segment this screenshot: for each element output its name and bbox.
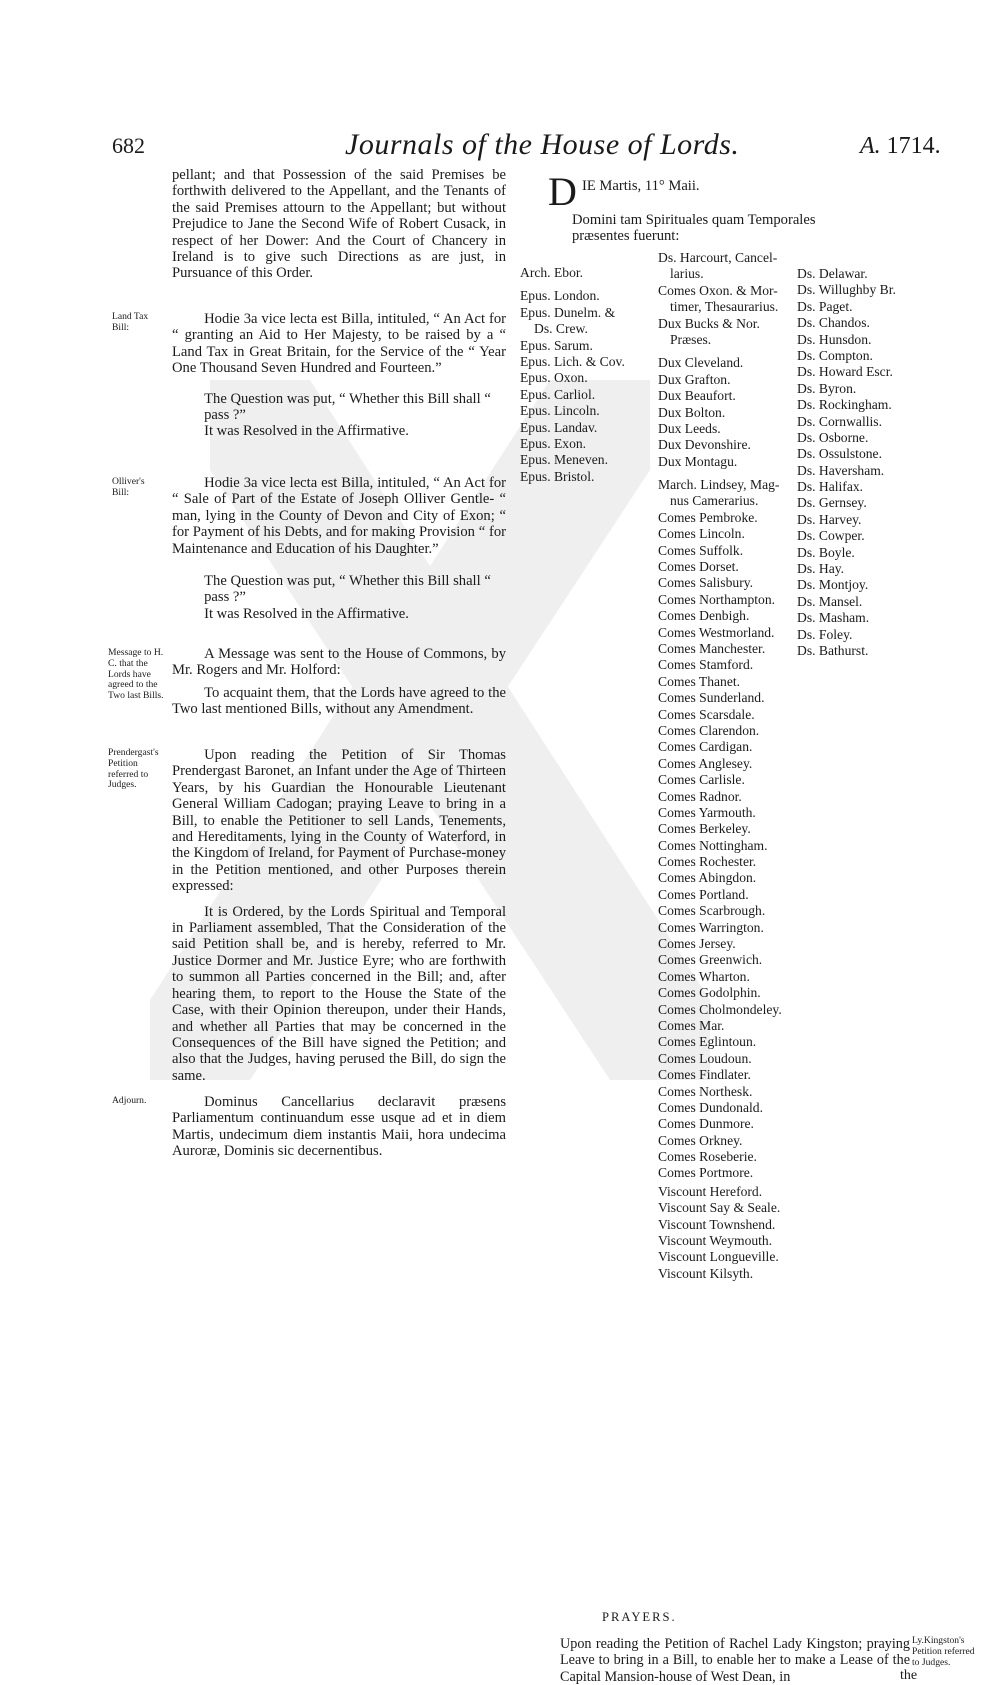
list-item: Comes Denbigh. (658, 608, 750, 624)
list-item: Comes Eglintoun. (658, 1034, 757, 1050)
officers-list (658, 250, 782, 1282)
catchword: the (900, 1668, 918, 1683)
barons-list (797, 266, 896, 659)
list-item: Ds. Bathurst. (797, 642, 869, 658)
list-item: Comes Yarmouth. (658, 804, 756, 820)
list-item: Epus. Dunelm. & (520, 304, 616, 320)
list-item: Comes Dunmore. (658, 1116, 754, 1132)
list-item: Ds. Willughby Br. (797, 282, 896, 298)
message-text: A Message was sent to the House of Commons, by Mr. Rogers and Mr. Holford: (172, 646, 506, 679)
sitting-date: IE Martis, 11° Maii. (582, 178, 700, 194)
list-item: Comes Salisbury. (658, 575, 754, 591)
list-item: Dux Bolton. (658, 404, 726, 420)
list-item: Comes Dundonald. (658, 1099, 763, 1115)
list-item: Comes Northesk. (658, 1083, 753, 1099)
list-item: Ds. Crew. (534, 321, 588, 337)
list-item: Epus. Oxon. (520, 370, 588, 386)
list-item: Dux Leeds. (658, 420, 721, 436)
adjourn-text: Dominus Cancellarius declaravit præsens Parliamentum continuandum esse usque ad et in diem Martis, undecimum diem instantis Maii, hora undecima Auroræ, Dominis sic decernentibus. (172, 1094, 506, 1160)
margin-note-message: Message to H. C. that the Lords have agreed to the Two last Bills. (108, 647, 164, 702)
list-item: Comes Berkeley. (658, 821, 751, 837)
list-item: Viscount Hereford. (658, 1183, 763, 1199)
list-item: Comes Lincoln. (658, 526, 745, 542)
list-item: Comes Westmorland. (658, 624, 775, 640)
land-tax-resolved: It was Resolved in the Affirmative. (204, 423, 409, 440)
list-item: Præses. (670, 331, 712, 347)
land-tax-bill-section (172, 311, 506, 440)
list-item: Ds. Ossulstone. (797, 446, 882, 462)
list-item: Comes Rochester. (658, 854, 757, 870)
list-item: Ds. Hunsdon. (797, 331, 872, 347)
list-item: Ds. Chandos. (797, 315, 870, 331)
list-item: Ds. Mansel. (797, 593, 863, 609)
list-item: Comes Loudoun. (658, 1050, 752, 1066)
list-item: Comes Cholmondeley. (658, 1001, 782, 1017)
list-item: Ds. Haversham. (797, 462, 885, 478)
list-item: Ds. Cornwallis. (797, 413, 882, 429)
list-item: Comes Mar. (658, 1017, 725, 1033)
list-item: Comes Abingdon. (658, 870, 757, 886)
list-item: Epus. Exon. (520, 435, 587, 451)
list-item: Dux Montagu. (658, 453, 738, 469)
list-item: Viscount Longueville. (658, 1249, 779, 1265)
list-item: Dux Grafton. (658, 371, 731, 387)
list-item: Comes Greenwich. (658, 952, 763, 968)
margin-note-adjourn: Adjourn. (112, 1095, 147, 1106)
list-item: Comes Roseberie. (658, 1149, 757, 1165)
list-item: Comes Portmore. (658, 1165, 754, 1181)
list-item: Ds. Montjoy. (797, 577, 869, 593)
list-item: March. Lindsey, Mag- (658, 477, 780, 493)
message-acquaint: To acquaint them, that the Lords have agreed to the Two last mentioned Bills, without any Amendment. (172, 684, 506, 718)
land-tax-question: The Question was put, “ Whether this Bill shall “ pass ?” (204, 390, 491, 424)
list-item: Ds. Byron. (797, 380, 857, 396)
drop-cap: D (548, 169, 577, 214)
list-item: Comes Northampton. (658, 591, 776, 607)
prayers-heading: PRAYERS. (602, 1610, 677, 1624)
list-item: Epus. Meneven. (520, 452, 608, 468)
list-item: Comes Cardigan. (658, 739, 753, 755)
list-item: Ds. Harcourt, Cancel- (658, 250, 778, 265)
page-title: Journals of the House of Lords. (345, 128, 740, 161)
list-item: Dux Bucks & Nor. (658, 315, 760, 331)
list-item: Comes Anglesey. (658, 755, 753, 771)
list-item: Comes Clarendon. (658, 722, 760, 738)
list-item: Ds. Halifax. (797, 479, 864, 495)
list-item: Dux Devonshire. (658, 437, 751, 453)
margin-note-olliver: Olliver's Bill: (112, 476, 145, 498)
list-item: nus Camerarius. (670, 493, 759, 509)
page-number: 682 (112, 133, 145, 158)
list-item: Comes Scarsdale. (658, 706, 755, 722)
list-item: Epus. Lincoln. (520, 403, 600, 419)
list-item: Epus. Carliol. (520, 386, 596, 402)
list-item: Comes Manchester. (658, 640, 766, 656)
margin-note-kingston: Ly.Kingston's Petition referred to Judges. (912, 1635, 975, 1668)
kingston-petition: Upon reading the Petition of Rachel Lady Kingston; praying Leave to bring in a Bill, to enable her to make a Lease of the Capital Mansion-house of West Dean, in (560, 1636, 910, 1685)
list-item: Comes Godolphin. (658, 985, 761, 1001)
list-item: Comes Stamford. (658, 657, 754, 673)
list-item: timer, Thesaurarius. (670, 299, 779, 315)
olliver-question: The Question was put, “ Whether this Bill shall “ pass ?” (204, 573, 491, 606)
list-item: Comes Sunderland. (658, 690, 765, 706)
list-item: Ds. Foley. (797, 626, 853, 642)
list-item: Comes Pembroke. (658, 509, 758, 525)
land-tax-reading: Hodie 3a vice lecta est Billa, intituled, “ An Act for “ granting an Aid to Her Majesty, to be raised by a “ Land Tax in Great Britain, for the Service of the “ Year One Thousand Seven Hundred and Fourteen.” (172, 311, 506, 377)
margin-note-prendergast: Prendergast's Petition referred to Judges. (108, 747, 159, 791)
list-item: Ds. Paget. (797, 298, 853, 314)
list-item: Comes Carlisle. (658, 772, 745, 788)
list-item: Comes Radnor. (658, 788, 742, 804)
list-item: Epus. London. (520, 288, 600, 304)
list-item: Comes Scarbrough. (658, 903, 766, 919)
list-item: Ds. Harvey. (797, 511, 862, 527)
list-item: Ds. Cowper. (797, 528, 865, 544)
list-item: Ds. Rockingham. (797, 397, 892, 413)
prendergast-section (172, 747, 506, 1084)
list-item: Dux Cleveland. (658, 355, 744, 371)
list-item: Comes Thanet. (658, 673, 741, 689)
margin-note-land-tax: Land Tax Bill: (112, 311, 149, 333)
list-item: Epus. Sarum. (520, 337, 593, 353)
list-item: Viscount Townshend. (658, 1216, 776, 1232)
list-item: Comes Suffolk. (658, 542, 744, 558)
list-item: Epus. Lich. & Cov. (520, 353, 625, 369)
list-item: Viscount Weymouth. (658, 1233, 773, 1249)
list-item: Ds. Gernsey. (797, 495, 867, 511)
list-item: Comes Oxon. & Mor- (658, 282, 778, 298)
list-item: Ds. Masham. (797, 610, 870, 626)
prendergast-order: It is Ordered, by the Lords Spiritual and Temporal in Parliament assembled, That the Consideration of the said Petition shall be, and is hereby, referred to Mr. Justice Dormer and Mr. Justice Eyre; who are forthwith to summon all Parties concerned in the Bill; and, after hearing them, to report to the House the State of the Case, with their Opinion thereupon, under their Hands, and whether all Parties that may be concerned in the Consequences of the Bill have signed the Petition; and also that the Judges, having perused the Bill, do sign the same. (172, 903, 506, 1084)
list-item: Epus. Bristol. (520, 468, 595, 484)
list-item: Viscount Kilsyth. (658, 1265, 754, 1281)
adjourn-section (172, 1094, 506, 1160)
list-item: Comes Portland. (658, 886, 749, 902)
prendergast-petition: Upon reading the Petition of Sir Thomas Prendergast Baronet, an Infant under the Age of Thirteen Years, by his Guardian the Honourable Lieutenant General William Cadogan; praying Leave to bring in a Bill, to enable the Petitioner to sell Lands, Tenements, and Hereditaments, lying in the County of Waterford, in the Kingdom of Ireland, for Payment of Purchase-money in the Petition mentioned, and other Purposes therein expressed: (172, 747, 506, 895)
list-item: Ds. Howard Escr. (797, 364, 893, 380)
olliver-bill-section (172, 475, 506, 622)
page-year: A. 1714. (860, 133, 941, 159)
attendance-heading: Domini tam Spirituales quam Temporales præsentes fuerunt: (572, 212, 816, 245)
list-item: Ds. Boyle. (797, 544, 855, 560)
list-item: Dux Beaufort. (658, 388, 736, 404)
list-item: Epus. Landav. (520, 419, 598, 435)
olliver-resolved: It was Resolved in the Affirmative. (204, 605, 409, 622)
list-item: Comes Jersey. (658, 936, 736, 952)
list-item: Comes Dorset. (658, 559, 739, 575)
list-item: Ds. Compton. (797, 347, 873, 363)
message-section (172, 646, 506, 718)
list-item: Arch. Ebor. (520, 265, 584, 280)
list-item: Viscount Say & Seale. (658, 1200, 781, 1216)
list-item: Ds. Delawar. (797, 266, 868, 281)
list-item: Comes Orkney. (658, 1132, 743, 1148)
list-item: Comes Findlater. (658, 1067, 751, 1083)
list-item: larius. (670, 266, 704, 282)
bishops-list (520, 265, 625, 485)
olliver-reading: Hodie 3a vice lecta est Billa, intituled, “ An Act for “ Sale of Part of the Estate of Joseph Olliver Gentle- “ man, lying in the County of Devon and City of Exon; “ for Payment of his Debts, and for making Provision “ for Maintenance and Education of his Daughter.” (172, 475, 506, 557)
continuation-paragraph: pellant; and that Possession of the said Premises be forthwith delivered to the Appellant, and the Tenants of the said Premises attourn to the Appellant; but without Prejudice to Jane the Second Wife of Robert Cusack, in respect of her Dower: And the Court of Chancery in Ireland is to give such Directions as are just, in Pursuance of this Order. (172, 167, 506, 282)
list-item: Comes Warrington. (658, 919, 764, 935)
list-item: Comes Nottingham. (658, 837, 768, 853)
list-item: Ds. Hay. (797, 561, 845, 577)
list-item: Ds. Osborne. (797, 429, 869, 445)
list-item: Comes Wharton. (658, 968, 750, 984)
